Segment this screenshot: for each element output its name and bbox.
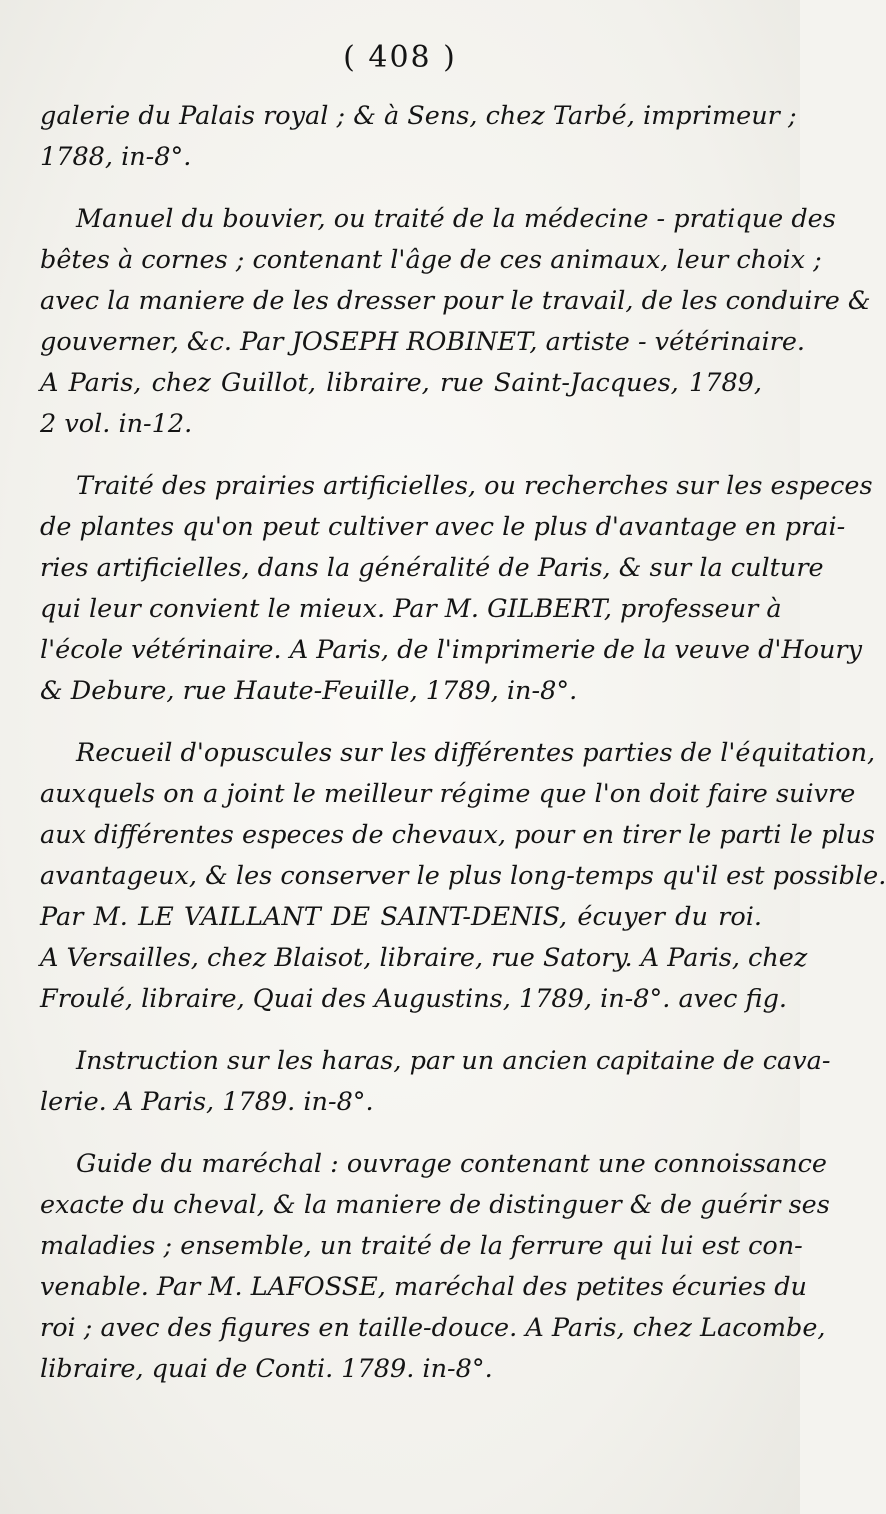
text-line: Par M. LE VAILLANT DE SAINT-DENIS, écuyer du roi. bbox=[40, 902, 762, 932]
text-line: 1788, in-8°. bbox=[40, 142, 192, 172]
bibliographic-entry bbox=[40, 199, 871, 445]
bibliographic-entry bbox=[40, 733, 886, 1020]
text-line: Froulé, libraire, Quai des Augustins, 1789, in-8°. avec fig. bbox=[40, 984, 787, 1014]
text-line: roi ; avec des figures en taille-douce. A Paris, chez Lacombe, bbox=[40, 1313, 826, 1343]
paragraph-gap bbox=[40, 712, 762, 733]
text-line: 2 vol. in-12. bbox=[40, 409, 193, 439]
text-line: avec la maniere de les dresser pour le travail, de les conduire & bbox=[40, 286, 871, 316]
text-line: & Debure, rue Haute-Feuille, 1789, in-8°. bbox=[40, 676, 578, 706]
text-line: Recueil d'opuscules sur les différentes parties de l'équitation, bbox=[76, 738, 876, 768]
page-text bbox=[40, 96, 886, 1390]
text-line: bêtes à cornes ; contenant l'âge de ces animaux, leur choix ; bbox=[40, 245, 822, 275]
paragraph-gap bbox=[40, 1020, 762, 1041]
text-line: ries artificielles, dans la généralité de Paris, & sur la culture bbox=[40, 553, 824, 583]
text-line: Manuel du bouvier, ou traité de la médecine - pratique des bbox=[76, 204, 836, 234]
paragraph-gap bbox=[40, 178, 762, 199]
bibliographic-entry bbox=[40, 96, 797, 178]
text-line: maladies ; ensemble, un traité de la ferrure qui lui est con- bbox=[40, 1231, 803, 1261]
text-line: l'école vétérinaire. A Paris, de l'imprimerie de la veuve d'Houry bbox=[40, 635, 863, 665]
paragraph-gap bbox=[40, 1123, 762, 1144]
text-line: venable. Par M. LAFOSSE, maréchal des petites écuries du bbox=[40, 1272, 807, 1302]
page-number: ( 408 ) bbox=[343, 40, 457, 75]
paragraph-gap bbox=[40, 445, 762, 466]
text-line: Traité des prairies artificielles, ou recherches sur les especes bbox=[76, 471, 873, 501]
bibliographic-entry bbox=[40, 1041, 831, 1123]
text-line: qui leur convient le mieux. Par M. GILBERT, professeur à bbox=[40, 594, 782, 624]
text-line: galerie du Palais royal ; & à Sens, chez Tarbé, imprimeur ; bbox=[40, 101, 797, 131]
text-line: avantageux, & les conserver le plus long-temps qu'il est possible. bbox=[40, 861, 886, 891]
text-line: gouverner, &c. Par JOSEPH ROBINET, artiste - vétérinaire. bbox=[40, 327, 806, 357]
text-line: exacte du cheval, & la maniere de distinguer & de guérir ses bbox=[40, 1190, 830, 1220]
text-line: A Paris, chez Guillot, libraire, rue Saint-Jacques, 1789, bbox=[40, 368, 762, 398]
text-line: auxquels on a joint le meilleur régime que l'on doit faire suivre bbox=[40, 779, 856, 809]
text-line: Instruction sur les haras, par un ancien capitaine de cava- bbox=[76, 1046, 831, 1076]
text-line: libraire, quai de Conti. 1789. in-8°. bbox=[40, 1354, 493, 1384]
text-line: A Versailles, chez Blaisot, libraire, rue Satory. A Paris, chez bbox=[40, 943, 808, 973]
bibliographic-entry bbox=[40, 466, 873, 712]
text-line: aux différentes especes de chevaux, pour en tirer le parti le plus bbox=[40, 820, 875, 850]
bibliographic-entry bbox=[40, 1144, 830, 1390]
text-line: Guide du maréchal : ouvrage contenant une connoissance bbox=[76, 1149, 827, 1179]
text-line: de plantes qu'on peut cultiver avec le plus d'avantage en prai- bbox=[40, 512, 846, 542]
text-line: lerie. A Paris, 1789. in-8°. bbox=[40, 1087, 374, 1117]
